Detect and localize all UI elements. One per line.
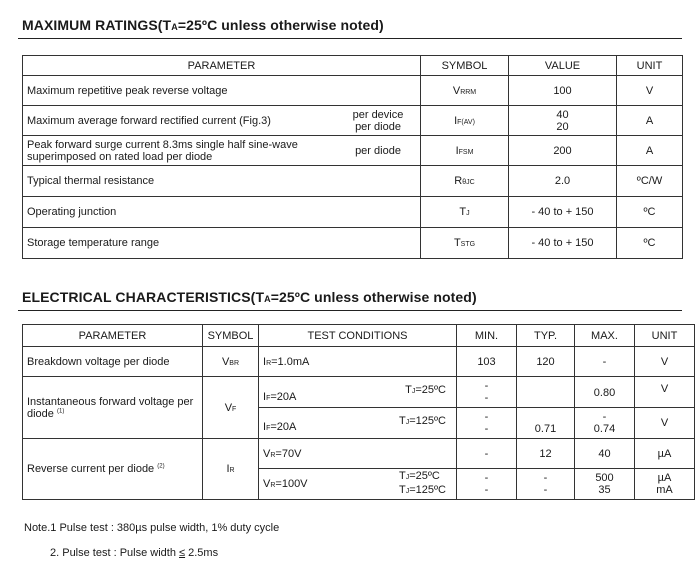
value-cell xyxy=(509,106,617,136)
col-header: VALUE xyxy=(509,56,617,76)
note-1: Note.1 Pulse test : 380µs pulse width, 1% duty cycle xyxy=(24,522,280,534)
unit-cell: µA xyxy=(635,439,695,469)
temp-sub: J xyxy=(405,488,410,495)
unit-cell: A xyxy=(617,136,683,166)
value-cell: 100 xyxy=(509,76,617,106)
note-line: per diode xyxy=(355,120,401,133)
le-symbol: ≤ xyxy=(179,547,186,559)
sym-sub: F(AV) xyxy=(457,118,475,126)
param-note xyxy=(340,109,416,133)
note-2 xyxy=(50,547,218,559)
symbol-cell xyxy=(203,347,259,377)
cond-cell xyxy=(259,439,457,469)
title-rest: =25ºC unless otherwise noted) xyxy=(177,17,384,33)
unit-cell xyxy=(635,469,695,500)
param-line: Reverse current per diode xyxy=(27,463,155,475)
temp-sym: T xyxy=(399,484,406,496)
val-line: 500 xyxy=(595,472,614,484)
cond-rest: =70V xyxy=(275,447,302,460)
sym-sub: θJC xyxy=(462,179,475,186)
param-line: superimposed on rated load per diode xyxy=(27,150,213,163)
cond-rest: =20A xyxy=(270,391,297,403)
table-row xyxy=(23,166,683,197)
symbol-cell xyxy=(421,76,509,106)
note-text: 2. Pulse test : Pulse width xyxy=(50,547,180,559)
max-cell: - xyxy=(575,347,635,377)
typ-cell: 12 xyxy=(517,439,575,469)
value-line: 40 xyxy=(556,108,569,121)
sym: V xyxy=(221,355,230,368)
unit-cell: V xyxy=(635,377,695,408)
col-header: SYMBOL xyxy=(203,325,259,347)
table-row xyxy=(23,197,683,228)
sym-sub: BR xyxy=(229,359,240,367)
sym: I xyxy=(454,114,458,127)
temp-sub: J xyxy=(405,419,410,426)
sym-sub: FSM xyxy=(458,148,474,156)
val-line: 0.80 xyxy=(593,387,616,399)
param-cell xyxy=(23,439,203,500)
min-cell: 103 xyxy=(457,347,517,377)
cond-rest: =20A xyxy=(270,421,297,433)
cond-sym: I xyxy=(263,421,267,433)
cond xyxy=(263,391,296,403)
param-cell xyxy=(23,136,421,166)
cond-sub: R xyxy=(270,482,276,489)
note-ref: (1) xyxy=(56,407,65,414)
table-row xyxy=(23,228,683,259)
col-header: MAX. xyxy=(575,325,635,347)
unit-cell: V xyxy=(635,347,695,377)
val-line: - xyxy=(543,472,548,484)
col-header: UNIT xyxy=(617,56,683,76)
table-row xyxy=(23,136,683,166)
electrical-table xyxy=(22,324,695,500)
table-header-row xyxy=(23,56,683,76)
val-line: mA xyxy=(656,484,673,496)
temp xyxy=(405,384,452,396)
symbol-cell xyxy=(421,106,509,136)
temp-rest: =125ºC xyxy=(409,484,446,496)
param-cell xyxy=(23,106,421,136)
val-line: µA xyxy=(657,472,672,484)
symbol-cell xyxy=(421,166,509,197)
value-cell: - 40 to + 150 xyxy=(509,228,617,259)
sym: R xyxy=(454,175,463,187)
sym: V xyxy=(224,401,233,414)
col-header: UNIT xyxy=(635,325,695,347)
cond-sub: R xyxy=(266,359,272,367)
temp-rest: =25ºC xyxy=(415,384,446,396)
sym-sub: F xyxy=(232,405,237,413)
section-rule xyxy=(18,310,682,311)
value-cell: 2.0 xyxy=(509,166,617,197)
cond: I xyxy=(263,355,267,368)
cond-cell xyxy=(259,377,457,408)
val-line: - xyxy=(543,484,548,496)
val-line: - xyxy=(484,423,489,435)
sym-sub: STG xyxy=(460,241,476,248)
temp-sym: T xyxy=(399,415,406,427)
typ-cell: 0.71 xyxy=(517,408,575,439)
symbol-cell xyxy=(203,439,259,500)
param-line: Peak forward surge current 8.3ms single half sine-wave xyxy=(27,138,298,151)
temp xyxy=(399,470,452,498)
title-text: ELECTRICAL CHARACTERISTICS(T xyxy=(22,289,265,305)
param-text xyxy=(27,139,298,163)
title-sub: A xyxy=(264,294,271,304)
min-cell xyxy=(457,408,517,439)
cond xyxy=(263,478,308,490)
value-cell: 200 xyxy=(509,136,617,166)
symbol-cell xyxy=(421,228,509,259)
table-row xyxy=(23,76,683,106)
param-text: Maximum average forward rectified current (Fig.3) xyxy=(27,114,271,127)
value-cell: - 40 to + 150 xyxy=(509,197,617,228)
val-line: 35 xyxy=(598,484,611,496)
note-ref: (2) xyxy=(157,463,165,470)
table-header-row xyxy=(23,325,695,347)
col-header: MIN. xyxy=(457,325,517,347)
cond-sym: V xyxy=(263,478,271,490)
temp-sym: T xyxy=(405,384,412,396)
min-cell xyxy=(457,469,517,500)
sym: I xyxy=(226,463,230,475)
cond-sym: V xyxy=(263,447,271,460)
val-line: - xyxy=(484,472,489,484)
col-header: SYMBOL xyxy=(421,56,509,76)
unit-cell: ºC xyxy=(617,197,683,228)
typ-cell: 120 xyxy=(517,347,575,377)
param-line: diode xyxy=(27,407,54,420)
min-cell xyxy=(457,377,517,408)
sym-sub: R xyxy=(229,467,235,474)
cond-sub: R xyxy=(270,451,276,459)
table-row xyxy=(23,106,683,136)
temp xyxy=(399,415,452,427)
param-cell: Operating junction xyxy=(23,197,421,228)
cond-cell xyxy=(259,469,457,500)
val-line: 0.74 xyxy=(593,423,616,435)
val-line: - xyxy=(602,411,607,423)
unit-cell: ºC/W xyxy=(617,166,683,197)
max-cell xyxy=(575,408,635,439)
param-note: per diode xyxy=(355,144,401,157)
val-line: - xyxy=(484,392,489,404)
col-header: TEST CONDITIONS xyxy=(259,325,457,347)
param-cell: Typical thermal resistance xyxy=(23,166,421,197)
temp-rest: =25ºC xyxy=(409,470,440,482)
val-line: - xyxy=(484,380,489,392)
title-text: MAXIMUM RATINGS(T xyxy=(22,17,172,33)
table-row xyxy=(23,377,695,408)
electrical-title xyxy=(22,289,477,305)
unit-cell: A xyxy=(617,106,683,136)
sym: V xyxy=(452,84,461,97)
cond-sym: I xyxy=(263,391,267,403)
title-rest: =25ºC unless otherwise noted) xyxy=(270,289,477,305)
min-cell: - xyxy=(457,439,517,469)
cond-sub: F xyxy=(266,425,271,432)
max-ratings-title xyxy=(22,17,384,33)
cond-cell xyxy=(259,347,457,377)
unit-cell: V xyxy=(635,408,695,439)
typ-cell xyxy=(517,469,575,500)
max-cell xyxy=(575,469,635,500)
sym-sub: J xyxy=(466,210,470,217)
param-cell: Storage temperature range xyxy=(23,228,421,259)
temp-sym: T xyxy=(399,470,406,482)
symbol-cell xyxy=(203,377,259,439)
unit-cell: V xyxy=(617,76,683,106)
val-line: - xyxy=(484,411,489,423)
max-cell: 40 xyxy=(575,439,635,469)
unit-cell: ºC xyxy=(617,228,683,259)
cond-rest: =1.0mA xyxy=(271,355,310,368)
max-cell xyxy=(575,377,635,408)
sym-sub: RRM xyxy=(460,88,477,96)
section-rule xyxy=(18,38,682,39)
table-row xyxy=(23,439,695,469)
table-row xyxy=(23,347,695,377)
param-cell: Maximum repetitive peak reverse voltage xyxy=(23,76,421,106)
col-header: PARAMETER xyxy=(23,56,421,76)
title-sub: A xyxy=(171,22,178,32)
col-header: TYP. xyxy=(517,325,575,347)
cond xyxy=(263,421,296,433)
sym: T xyxy=(459,206,467,218)
symbol-cell xyxy=(421,136,509,166)
param-cell xyxy=(23,377,203,439)
typ-cell xyxy=(517,377,575,408)
note-line: per device xyxy=(352,108,404,121)
val-line: - xyxy=(484,484,489,496)
temp-sub: J xyxy=(405,474,410,481)
symbol-cell xyxy=(421,197,509,228)
param-line: Instantaneous forward voltage per xyxy=(27,395,194,408)
temp-sub: J xyxy=(411,388,416,395)
cond-sub: F xyxy=(266,395,271,402)
note-text: 2.5ms xyxy=(185,547,219,559)
col-header: PARAMETER xyxy=(23,325,203,347)
param-cell: Breakdown voltage per diode xyxy=(23,347,203,377)
sym: T xyxy=(453,237,461,249)
value-line: 20 xyxy=(556,120,569,133)
cond-rest: =100V xyxy=(275,478,308,490)
max-ratings-table xyxy=(22,55,683,259)
cond-cell xyxy=(259,408,457,439)
sym: I xyxy=(455,144,459,157)
temp-rest: =125ºC xyxy=(409,415,446,427)
